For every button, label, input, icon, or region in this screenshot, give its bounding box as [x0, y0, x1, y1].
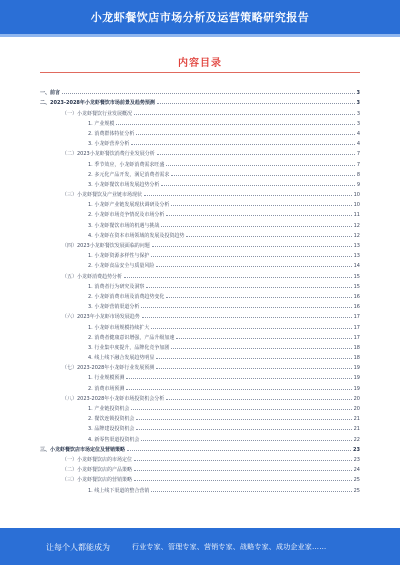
- toc-entry[interactable]: [40, 147, 360, 157]
- toc-entry-page: 17: [353, 314, 360, 321]
- toc-entry[interactable]: [40, 269, 360, 279]
- toc-entry-title: 4. 小龙虾在资本市场领域的发展及投资趋势: [88, 232, 185, 239]
- toc-entry-title: 1. 产业规模: [88, 120, 115, 127]
- toc-leader-dots: [136, 428, 351, 430]
- footer-tagline: 行业专家、管理专家、营销专家、战略专家、成功企业家……: [132, 543, 327, 551]
- toc-entry-title: 2. 餐饮连锁投资机会: [88, 416, 135, 423]
- toc-entry[interactable]: [40, 290, 360, 300]
- toc-entry-title: （八）2023-2028年小龙虾市场投资机会分析: [62, 395, 165, 402]
- toc-entry[interactable]: [40, 422, 360, 432]
- toc-entry-page: 4: [356, 130, 360, 137]
- toc-entry-page: 16: [353, 304, 360, 311]
- toc-entry-title: 2. 小龙虾市场竞争情况及市场分析: [88, 212, 165, 219]
- toc-entry[interactable]: [40, 137, 360, 147]
- toc-leader-dots: [126, 377, 351, 379]
- toc-leader-dots: [62, 92, 355, 94]
- toc-leader-dots: [166, 296, 351, 298]
- toc-entry-title: 3. 行业集中度提升，品牌化竞争加剧: [88, 344, 170, 351]
- toc-leader-dots: [156, 367, 351, 369]
- toc-leader-dots: [134, 469, 352, 471]
- toc-entry-title: 4. 线上线下融合发展趋势明显: [88, 355, 155, 362]
- toc-entry-page: 16: [353, 293, 360, 300]
- toc-entry[interactable]: [40, 259, 360, 269]
- toc-entry[interactable]: [40, 392, 360, 402]
- toc-leader-dots: [131, 143, 354, 145]
- toc-entry[interactable]: [40, 280, 360, 290]
- toc-entry[interactable]: [40, 432, 360, 442]
- toc-entry-title: （三）小龙虾餐饮店的营销策略: [62, 477, 133, 484]
- toc-leader-dots: [186, 235, 351, 237]
- toc-entry-title: 2. 消费市场预测: [88, 385, 125, 392]
- toc-entry-title: 1. 行业规模预测: [88, 375, 125, 382]
- toc-entry-title: 1. 消费者行为研究及洞察: [88, 283, 145, 290]
- toc-entry-page: 8: [356, 171, 360, 178]
- toc-entry-page: 21: [353, 416, 360, 423]
- toc-leader-dots: [151, 327, 351, 329]
- toc-leader-dots: [134, 479, 352, 481]
- toc-entry[interactable]: [40, 218, 360, 228]
- toc-entry-page: 20: [353, 395, 360, 402]
- toc-leader-dots: [161, 184, 354, 186]
- toc-entry-title: 3. 小龙虾营销渠道分析: [88, 304, 140, 311]
- table-of-contents: [40, 86, 360, 494]
- toc-leader-dots: [156, 265, 351, 267]
- toc-entry-title: （二）小龙虾餐饮店的产品策略: [62, 467, 133, 474]
- toc-entry-page: 13: [353, 253, 360, 260]
- toc-entry-title: 1. 小龙虾产业链发展现状调研及分析: [88, 202, 170, 209]
- toc-entry-page: 19: [353, 375, 360, 382]
- toc-leader-dots: [141, 306, 351, 308]
- toc-leader-dots: [166, 398, 351, 400]
- toc-leader-dots: [127, 449, 351, 451]
- toc-entry[interactable]: [40, 351, 360, 361]
- toc-entry-page: 19: [353, 365, 360, 372]
- toc-entry-page: 4: [356, 141, 360, 148]
- toc-entry-page: 15: [353, 273, 360, 280]
- toc-leader-dots: [116, 123, 354, 125]
- toc-entry[interactable]: [40, 381, 360, 391]
- toc-entry-page: 3: [356, 90, 360, 97]
- toc-leader-dots: [157, 153, 355, 155]
- toc-entry-title: 二、2023-2028年小龙虾餐饮市场前景及趋势预测: [40, 100, 155, 107]
- toc-leader-dots: [171, 204, 351, 206]
- toc-entry[interactable]: [40, 168, 360, 178]
- toc-entry[interactable]: [40, 249, 360, 259]
- toc-entry-title: 三、小龙虾餐饮店市场定位及营销策略: [40, 446, 126, 453]
- toc-entry-page: 25: [353, 477, 360, 484]
- toc-entry-page: 7: [356, 151, 360, 158]
- footer-slogan: 让每个人都能成为: [46, 543, 110, 552]
- toc-entry-title: 1. 季节效应，小龙虾消费需求旺盛: [88, 161, 165, 168]
- toc-entry[interactable]: [40, 453, 360, 463]
- toc-entry[interactable]: [40, 331, 360, 341]
- toc-entry-title: 1. 小龙虾资源多样性与保护: [88, 253, 150, 260]
- toc-entry-page: 3: [356, 120, 360, 127]
- toc-entry[interactable]: [40, 402, 360, 412]
- report-title: 小龙虾餐饮店市场分析及运营策略研究报告: [90, 11, 310, 24]
- toc-leader-dots: [161, 225, 351, 227]
- toc-entry-title: （一）小龙虾餐饮店的市场定位: [62, 456, 133, 463]
- toc-entry-title: 2. 消费群体特征分析: [88, 130, 135, 137]
- toc-entry[interactable]: [40, 178, 360, 188]
- footer-banner: [0, 528, 400, 565]
- toc-entry[interactable]: [40, 117, 360, 127]
- toc-entry-page: 23: [353, 446, 360, 453]
- toc-entry-page: 15: [353, 283, 360, 290]
- toc-leader-dots: [166, 214, 351, 216]
- toc-entry[interactable]: [40, 320, 360, 330]
- toc-leader-dots: [171, 347, 351, 349]
- toc-entry-title: 1. 小龙虾市场规模持续扩大: [88, 324, 150, 331]
- toc-entry-title: 1. 产业链投资机会: [88, 406, 130, 412]
- toc-entry[interactable]: [40, 341, 360, 351]
- toc-entry-title: 3. 小龙虾营养分析: [88, 141, 130, 148]
- toc-leader-dots: [124, 276, 352, 278]
- toc-entry-page: 24: [353, 467, 360, 474]
- toc-entry-title: 3. 品牌建设投资机会: [88, 426, 135, 433]
- toc-leader-dots: [136, 133, 354, 135]
- toc-entry[interactable]: [40, 473, 360, 483]
- toc-entry-title: （五）小龙虾消费趋势分析: [62, 273, 123, 280]
- toc-entry[interactable]: [40, 157, 360, 167]
- toc-entry-title: （七）2023-2028年小龙虾行业发展预测: [62, 365, 155, 372]
- toc-entry[interactable]: [40, 208, 360, 218]
- toc-entry-page: 3: [356, 110, 360, 117]
- toc-entry-title: 3. 小龙虾餐饮市场的机遇与挑战: [88, 222, 160, 229]
- toc-entry[interactable]: [40, 463, 360, 473]
- toc-entry-page: 22: [353, 436, 360, 443]
- toc-entry[interactable]: [40, 239, 360, 249]
- toc-heading: 内容目录: [178, 58, 222, 69]
- toc-leader-dots: [126, 388, 351, 390]
- toc-entry-page: 14: [353, 263, 360, 270]
- toc-leader-dots: [134, 459, 352, 461]
- header-stripe: [0, 34, 400, 37]
- toc-leader-dots: [166, 164, 354, 166]
- toc-leader-dots: [141, 439, 351, 441]
- toc-entry[interactable]: [40, 310, 360, 320]
- toc-leader-dots: [134, 113, 355, 115]
- toc-entry-title: 2. 消费者健康意识增强，产品升级加速: [88, 334, 175, 341]
- toc-entry-page: 10: [353, 202, 360, 209]
- toc-entry-page: 17: [353, 334, 360, 341]
- toc-entry-title: （一）小龙虾餐饮行业发展概况: [62, 110, 133, 117]
- toc-entry[interactable]: [40, 198, 360, 208]
- toc-entry-page: 13: [353, 243, 360, 249]
- toc-entry-page: 19: [353, 385, 360, 392]
- toc-leader-dots: [146, 286, 351, 288]
- toc-entry[interactable]: [40, 127, 360, 137]
- toc-entry-title: （六）2023年小龙虾市场发展趋势: [62, 314, 140, 321]
- toc-entry-page: 18: [353, 355, 360, 362]
- toc-entry-page: 9: [356, 181, 360, 188]
- header-banner: [0, 0, 400, 34]
- toc-leader-dots: [142, 316, 352, 318]
- toc-leader-dots: [151, 255, 351, 257]
- toc-entry[interactable]: [40, 483, 360, 493]
- toc-entry-page: 23: [353, 456, 360, 463]
- toc-entry-page: 12: [353, 222, 360, 229]
- toc-entry-title: 2. 小龙虾消费市场及消费趋势变化: [88, 293, 165, 300]
- toc-entry-title: （四）2023小龙虾餐饮发展面临的问题: [62, 243, 150, 249]
- toc-entry[interactable]: [40, 86, 360, 96]
- toc-entry[interactable]: [40, 300, 360, 310]
- toc-leader-dots: [157, 102, 355, 104]
- toc-entry-page: 7: [356, 161, 360, 168]
- toc-entry-page: 11: [353, 212, 360, 219]
- toc-entry-title: 4. 新零售渠道投资机会: [88, 436, 140, 443]
- toc-entry[interactable]: [40, 96, 360, 106]
- toc-entry-title: 1. 线上线下渠道的整合营销: [88, 487, 150, 494]
- toc-entry-page: 12: [353, 232, 360, 239]
- toc-entry[interactable]: [40, 443, 360, 453]
- toc-entry[interactable]: [40, 412, 360, 422]
- toc-leader-dots: [144, 194, 352, 196]
- toc-entry-page: 10: [353, 192, 360, 199]
- toc-entry-title: （三）小龙虾餐饮及产业链市场现状: [62, 192, 143, 199]
- toc-entry-title: 一、前言: [40, 90, 61, 97]
- toc-leader-dots: [151, 490, 351, 492]
- toc-leader-dots: [136, 418, 351, 420]
- toc-entry-page: 20: [353, 406, 360, 412]
- toc-leader-dots: [156, 357, 351, 359]
- toc-entry-page: 25: [353, 487, 360, 494]
- toc-entry-title: （二）2023小龙虾餐饮消费行业发展分析: [62, 151, 155, 158]
- toc-entry-page: 18: [353, 344, 360, 351]
- toc-entry-page: 21: [353, 426, 360, 433]
- toc-entry[interactable]: [40, 371, 360, 381]
- toc-leader-dots: [176, 337, 351, 339]
- toc-entry[interactable]: [40, 188, 360, 198]
- toc-divider: [40, 72, 360, 73]
- toc-entry-page: 17: [353, 324, 360, 331]
- toc-entry[interactable]: [40, 106, 360, 116]
- toc-leader-dots: [171, 174, 354, 176]
- toc-entry-title: 2. 小龙虾食品安全与质量风险: [88, 263, 155, 270]
- toc-entry[interactable]: [40, 361, 360, 371]
- toc-entry[interactable]: [40, 229, 360, 239]
- toc-entry-title: 3. 小龙虾餐饮市场发展趋势分析: [88, 181, 160, 188]
- toc-leader-dots: [131, 408, 351, 410]
- toc-entry-title: 2. 多元化产品开发，满足消费者需求: [88, 171, 170, 178]
- toc-entry-page: 3: [356, 100, 360, 107]
- toc-leader-dots: [152, 245, 352, 247]
